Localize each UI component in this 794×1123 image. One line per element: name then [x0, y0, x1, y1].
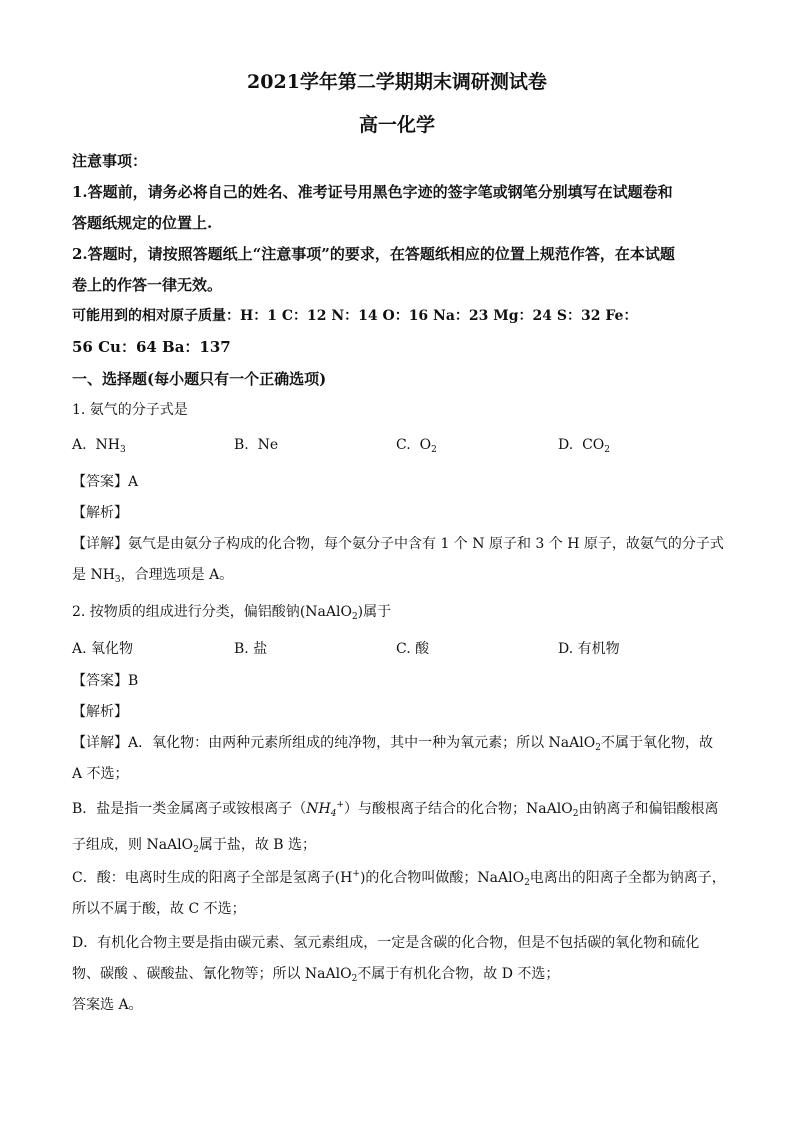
q1-option-c-letter: C. [396, 437, 411, 453]
q1-option-d-letter: D. [558, 437, 574, 453]
q2-stem-formula: (NaAlO [299, 604, 352, 620]
q2-stem-subscript: 2 [351, 612, 358, 622]
q2-option-a: A. 氧化物 [72, 641, 134, 657]
exam-title: 2021学年第二学期期末调研测试卷 [247, 71, 547, 93]
q1-answer: 【答案】A [72, 474, 139, 490]
q2-detail-b-text-b: ）与酸根离子结合的化合物；NaAlO [344, 801, 573, 817]
q2-detail-c-text-c: 电离出的阳离子全都为钠离子， [529, 870, 726, 886]
q1-option-a-subscript: 3 [119, 445, 126, 455]
section-1-heading: 一、选择题(每小题只有一个正确选项) [72, 370, 327, 388]
q1-option-c [396, 436, 437, 454]
notice-heading: 注意事项： [72, 152, 148, 170]
q1-option-c-formula: O [419, 437, 432, 453]
q2-detail-b-subscript-1: 2 [572, 809, 579, 819]
q1-option-a-letter: A. [72, 437, 87, 453]
q2-detail-a-line-1 [72, 734, 713, 752]
q2-detail-b-text-c: 由钠离子和偏铝酸根离 [578, 801, 719, 817]
q2-detail-a-subscript: 2 [595, 743, 601, 753]
q2-detail-b-subscript-2: 2 [193, 845, 199, 855]
q1-detail-line-1: 【详解】氨气是由氨分子构成的化合物，每个氨分子中含有 1 个 N 原子和 3 个 H 原子，故氨气的分子式 [72, 536, 724, 552]
ammonium-formula [306, 801, 344, 817]
notice-item-1-line-2: 答题纸规定的位置上. [72, 214, 213, 232]
q2-option-c: C. 酸 [396, 641, 430, 657]
q2-final-answer: 答案选 A。 [72, 997, 143, 1013]
ammonium-formula-charge: + [336, 800, 345, 810]
q1-detail-text-b: ，合理选项是 A。 [120, 567, 234, 583]
q2-detail-d-text-b: 不属于有机化合物，故 D 不选； [357, 966, 560, 982]
q1-option-a-formula: NH [95, 437, 120, 453]
q2-detail-d-line-1: D．有机化合物主要是指由碳元素、氢元素组成，一定是含碳的化合物，但是不包括碳的氧化物和硫化 [72, 935, 700, 951]
q2-detail-a-text-a: 【详解】A．氧化物：由两种元素所组成的纯净物，其中一种为氧元素；所以 NaAlO [72, 735, 596, 751]
q2-detail-c-line-1 [72, 869, 726, 887]
notice-item-1-line-1: 1.答题前，请务必将自己的姓名、准考证号用黑色字迹的签字笔或钢笔分别填写在试题卷和 [72, 183, 673, 201]
notice-item-2-line-1: 2.答题时，请按照答题纸上“注意事项”的要求，在答题纸相应的位置上规范作答，在本试题 [72, 245, 675, 263]
q2-option-d: D. 有机物 [558, 641, 620, 657]
q2-stem-tail: 属于 [363, 604, 392, 620]
q1-detail-text-a: 是 NH [72, 567, 115, 583]
q2-stem-close: ) [357, 604, 364, 620]
q2-stem-text: 2. 按物质的组成进行分类，偏铝酸钠 [72, 604, 300, 620]
q1-option-b-letter: B. [234, 437, 249, 453]
q2-answer: 【答案】B [72, 673, 139, 689]
q2-detail-b-line-2 [72, 836, 316, 854]
q2-detail-d-text-a: 物、碳酸 、碳酸盐、氰化物等；所以 NaAlO [72, 966, 352, 982]
q2-detail-c-superscript: + [352, 869, 360, 879]
ammonium-formula-main: NH [306, 801, 331, 817]
notice-item-2-line-2: 卷上的作答一律无效。 [72, 276, 223, 294]
q1-option-d-formula: CO [582, 437, 605, 453]
q1-option-b-formula: Ne [257, 437, 279, 453]
q1-detail-line-2 [72, 566, 233, 584]
q1-stem: 1. 氨气的分子式是 [72, 402, 188, 418]
q2-detail-b-text-d: 子组成，则 NaAlO [72, 837, 194, 853]
q2-detail-c-line-2: 所以不属于酸，故 C 不选； [72, 901, 246, 917]
q2-detail-d-line-2 [72, 965, 559, 983]
q2-detail-b-text-e: 属于盐，故 B 选； [198, 837, 317, 853]
atomic-masses-line-1: 可能用到的相对原子质量：H：1 C：12 N：14 O：16 Na：23 Mg：24 S：32 Fe： [72, 308, 638, 324]
q1-option-d-subscript: 2 [604, 445, 611, 455]
q1-detail-subscript: 3 [114, 575, 121, 585]
q1-option-b [234, 436, 278, 454]
q2-detail-a-line-2: A 不选； [72, 766, 129, 782]
q2-detail-b-line-1 [72, 800, 718, 818]
q2-analysis-label: 【解析】 [72, 704, 128, 720]
atomic-masses-line-2: 56 Cu：64 Ba：137 [72, 338, 231, 356]
ammonium-formula-subscript: 4 [330, 809, 337, 819]
q1-option-a [72, 436, 126, 454]
subject-title: 高一化学 [358, 114, 435, 136]
q2-detail-a-text-b: 不属于氧化物，故 [600, 735, 713, 751]
q2-option-b: B. 盐 [234, 641, 268, 657]
q1-analysis-label: 【解析】 [72, 505, 128, 521]
q2-detail-b-text-a: B．盐是指一类金属离子或铵根离子（ [72, 801, 307, 817]
q2-stem [72, 603, 391, 621]
q2-detail-c-text-a: C．酸：电离时生成的阳离子全部是氢离子(H [72, 870, 353, 886]
q2-detail-c-subscript: 2 [524, 878, 530, 888]
q1-option-c-subscript: 2 [431, 445, 437, 455]
q1-option-d [558, 436, 610, 454]
q2-detail-d-subscript: 2 [351, 974, 358, 984]
q2-detail-c-text-b: )的化合物叫做酸；NaAlO [359, 870, 525, 886]
